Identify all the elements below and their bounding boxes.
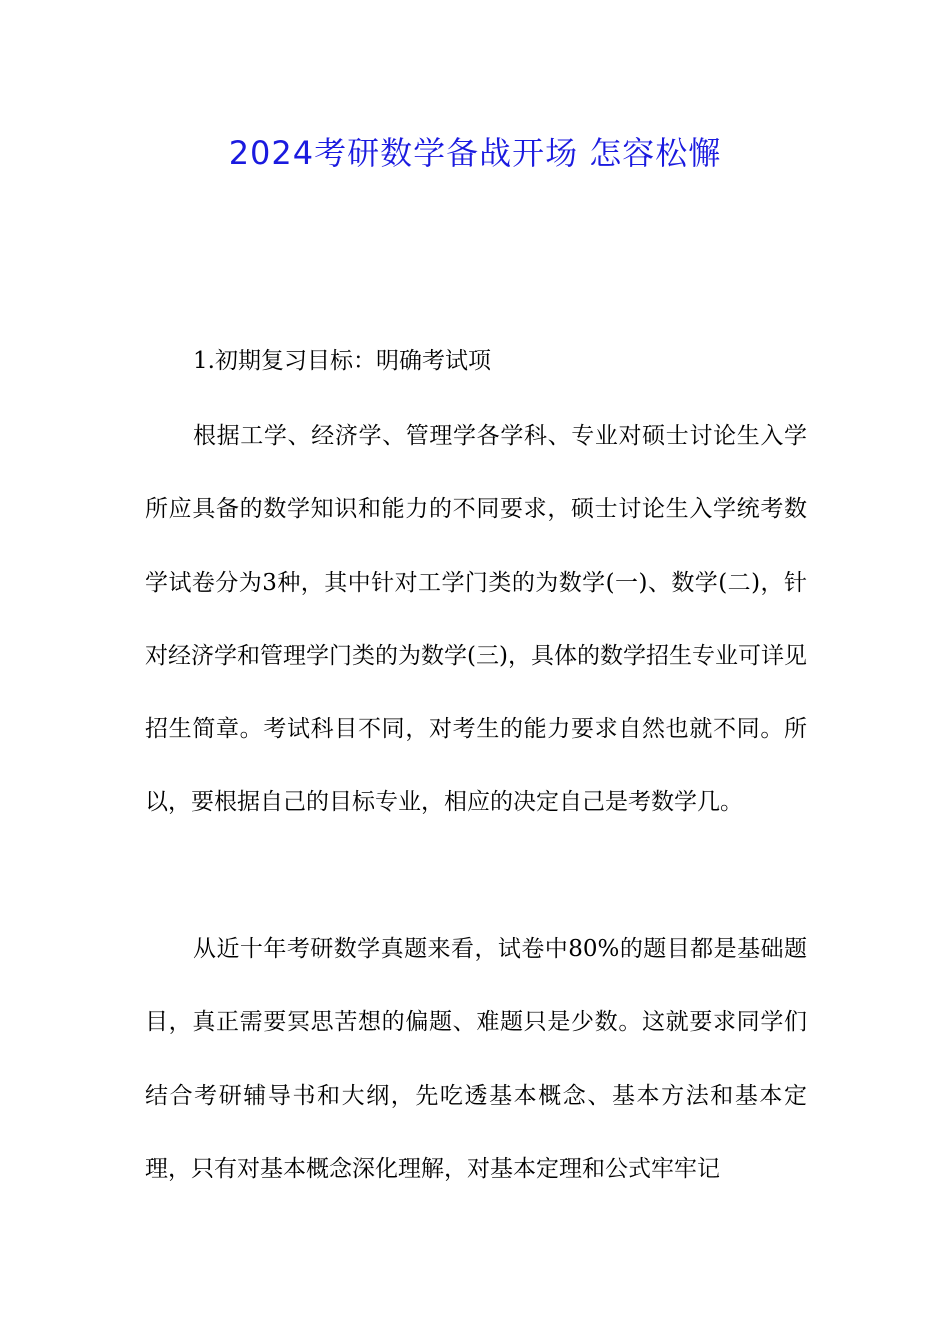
body-paragraph: 根据工学、经济学、管理学各学科、专业对硕士讨论生入学所应具备的数学知识和能力的不同要求，硕士讨论生入学统考数学试卷分为3种，其中针对工学门类的为数学(一)、数学(二)，针对经济学和管理学门类的为数学(三)，具体的数学招生专业可详见招生简章。考试科目不同，对考生的能力要求自然也就不同。所以，要根据自己的目标专业，相应的决定自己是考数学几。 <box>145 423 807 816</box>
page-title: 2024考研数学备战开场 怎容松懈 <box>228 134 722 172</box>
section-heading: 1.初期复习目标：明确考试项 <box>193 348 491 374</box>
body-paragraph: 从近十年考研数学真题来看，试卷中80%的题目都是基础题目，真正需要冥思苦想的偏题、难题只是少数。这就要求同学们结合考研辅导书和大纲，先吃透基本概念、基本方法和基本定理，只有对基本概念深化理解，对基本定理和公式牢牢记 <box>145 936 807 1182</box>
